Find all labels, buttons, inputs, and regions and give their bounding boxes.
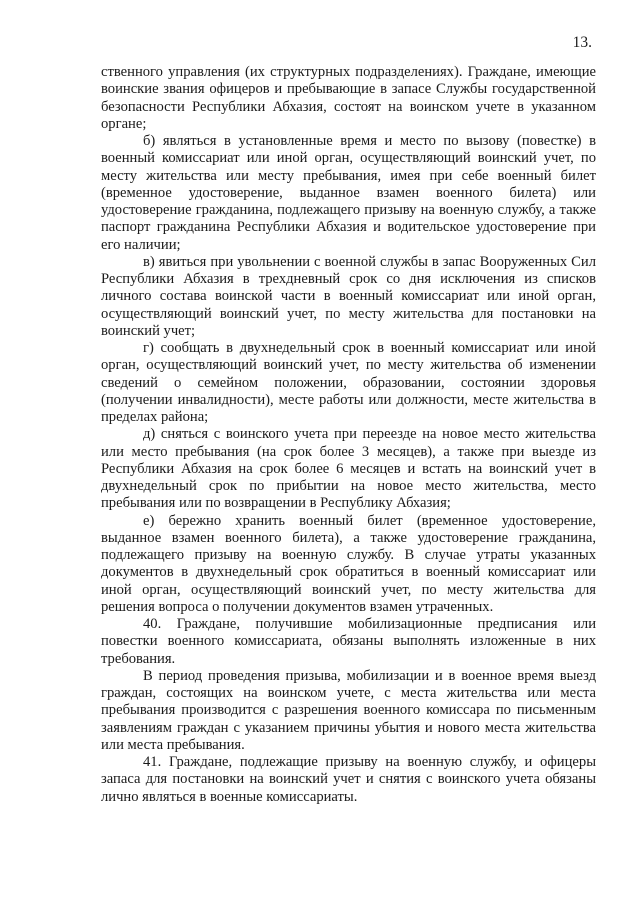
document-body xyxy=(101,64,596,806)
paragraph-item-g: г) сообщать в двухнедельный срок в военный комиссариат или иной орган, осуществляющий воинский учет, по месту жительства об изменении сведений о семейном положении, образовании, состоянии здоровья (получении инвалидности), месте работы или должности, месте жительства в пределах района; xyxy=(101,340,596,425)
paragraph-clause-41: 41. Граждане, подлежащие призыву на военную службу, и офицеры запаса для постановки на воинский учет и снятия с воинского учета обязаны лично являться в военные комиссариаты. xyxy=(101,754,596,805)
paragraph-item-d: д) сняться с воинского учета при переезде на новое место жительства или место пребывания (на срок более 3 месяцев), а также при выезде из Республики Абхазия на срок более 6 месяцев и встать на воинский учет в двухнедельный срок по прибытии на новое место жительства, место пребывания или по возвращении в Республику Абхазия; xyxy=(101,426,596,512)
page-number: 13. xyxy=(572,34,592,51)
paragraph-item-v: в) явиться при увольнении с военной службы в запас Вооруженных Сил Республики Абхазия в трехдневный срок со дня исключения из списков личного состава воинской части в военный комиссариат или иной орган, осуществляющий воинский учет, по месту жительства для постановки на воинский учет; xyxy=(101,253,596,339)
paragraph-item-e: е) бережно хранить военный билет (временное удостоверение, выданное взамен военного билета), а также удостоверение гражданина, подлежащего призыву на военную службу. В случае утраты указанных документов в двухнедельный срок обратиться в военный комиссариат или иной орган, осуществляющий воинский учет, по месту жительства для решения вопроса о получении документов взамен утраченных. xyxy=(101,512,596,615)
paragraph-item-b: б) являться в установленные время и место по вызову (повестке) в военный комиссариат или иной орган, осуществляющий воинский учет, по месту жительства или месту пребывания, имея при себе военный билет (временное удостоверение, выданное взамен военного билета) или удостоверение гражданина, подлежащего призыву на военную службу, а также паспорт гражданина Республики Абхазия и водительское удостоверение при его наличии; xyxy=(101,133,596,253)
paragraph-continuation: ственного управления (их структурных подразделениях). Граждане, имеющие воинские звания офицеров и пребывающие в запасе Службы государственной безопасности Республики Абхазия, состоят на воинском учете в указанном органе; xyxy=(101,64,596,132)
paragraph-clause-40: 40. Граждане, получившие мобилизационные предписания или повестки военного комиссариата, обязаны выполнять изложенные в них требования. xyxy=(101,616,596,667)
paragraph-clause-40-period: В период проведения призыва, мобилизации и в военное время выезд граждан, состоящих на воинском учете, с места жительства или места пребывания производится с разрешения военного комиссара по письменным заявлениям граждан с указанием причины убытия и нового места жительства или места пребывания. xyxy=(101,667,596,753)
